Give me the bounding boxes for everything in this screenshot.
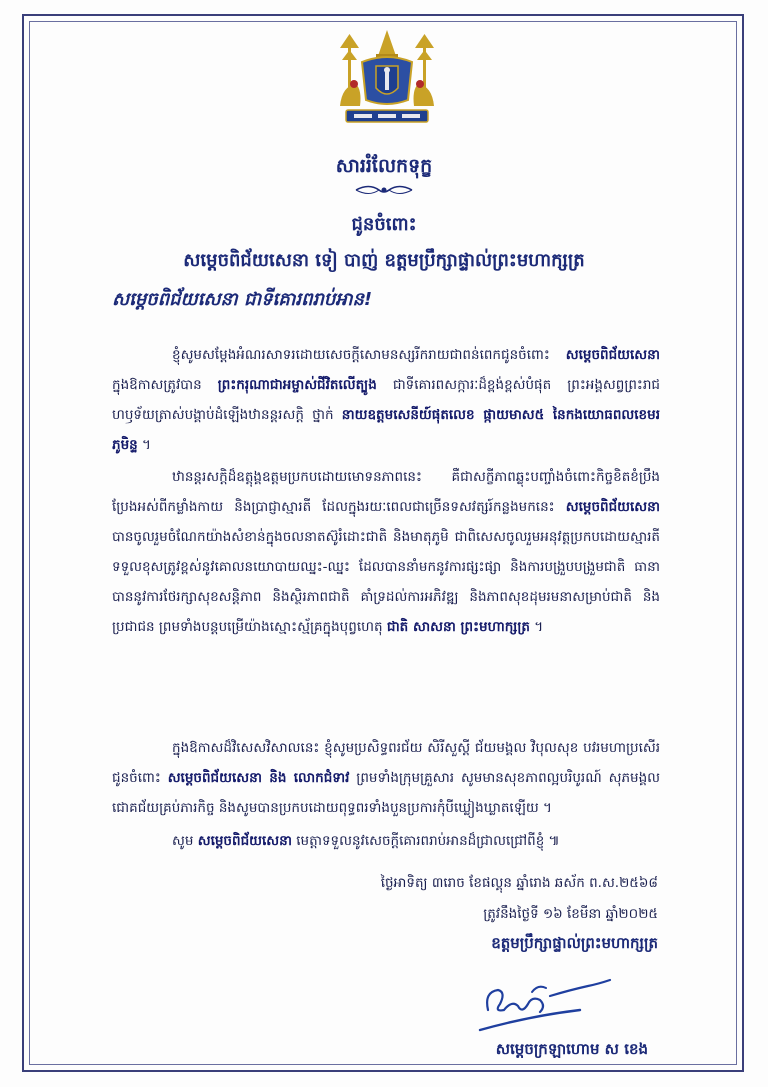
date-lunar: ថ្ងៃអាទិត្យ ៣រោច ខែផល្គុន ឆ្នាំរោង ឆស័ក ព.ស.២៥៦៨ (380, 875, 658, 891)
body-paragraph-1 (112, 340, 660, 460)
sender-title: ឧត្តមប្រឹក្សាផ្ទាល់ព្រះមហាក្សត្រ (491, 934, 658, 952)
paragraph-text: សូម (172, 833, 198, 849)
paragraph-text: ៕ (544, 833, 560, 849)
emphasis-text: ជាតិ សាសនា ព្រះមហាក្សត្រ (386, 619, 530, 635)
paragraph-text: មេត្តាទទួលនូវសេចក្តីគោរពរាប់អានដ៏ជ្រាលជ្រៅពីខ្ញុំ (291, 833, 545, 849)
paragraph-text: ។ (529, 619, 544, 635)
emphasis-text: សម្តេចពិជ័យសេនា (565, 499, 660, 515)
paragraph-text: ក្នុងឱកាសត្រូវបាន (112, 377, 218, 393)
salutation: សម្តេចពិជ័យសេនា ជាទីគោរពរាប់អាន! (112, 289, 373, 310)
body-paragraph-3 (112, 733, 660, 823)
emphasis-text: សម្តេចពិជ័យសេនា (197, 833, 292, 849)
recipient-name: សម្តេចពិជ័យសេនា ទៀ បាញ់ ឧត្តមប្រឹក្សាផ្ទាល់ព្រះមហាក្សត្រ (183, 250, 585, 271)
emphasis-text: សម្តេចពិជ័យសេនា និង លោកជំទាវ (167, 770, 350, 786)
paragraph-text: ។ (137, 437, 151, 453)
body-paragraph-4 (112, 826, 660, 856)
emphasis-text: សម្តេចពិជ័យសេនា (565, 347, 660, 363)
date-solar: ត្រូវនឹងថ្ងៃទី ១៦ ខែមីនា ឆ្នាំ២០២៥ (483, 906, 658, 922)
body-paragraph-2 (112, 462, 660, 642)
paragraph-text: ជាទីគោរពសក្ការៈដ៏ខ្ពង់ខ្ពស់បំផុត ព្រះអង្គសព្វព្រះរាជហឫទ័យត្រាស់បង្គាប់ដំឡើងឋានន្តរសក្តិ ថ្នាក់ (112, 377, 660, 423)
paragraph-text: ឋានន្តរសក្តិដ៏ឧត្តុង្គឧត្តមប្រកបដោយមោទនភាពនេះ គឺជាសក្ខីភាពឆ្លុះបញ្ចាំងចំពោះកិច្ចខិតខំប្រឹងប្រែងអស់ពីកម្លាំងកាយ និងប្រាជ្ញាស្មារតី ដែលក្នុងរយៈពេលជាច្រើនទសវត្សរ៍កន្លងមកនេះ (112, 469, 660, 515)
emphasis-text: ព្រះករុណាជាអម្ចាស់ជីវិតលើត្បូង (217, 377, 377, 393)
paragraph-text: បានចូលរួមចំណែកយ៉ាងសំខាន់ក្នុងចលនាតស៊ូរំដោះជាតិ និងមាតុភូមិ ជាពិសេសចូលរួមអនុវត្តប្រកបដោយស្មារតីទទួលខុសត្រូវខ្ពស់នូវគោលនយោបាយឈ្នះ-ឈ្នះ ដែលបាននាំមកនូវការផ្សះផ្សា និងការបង្រួបបង្រួមជាតិ ធានាបាននូវការថែរក្សាសុខសន្តិភាព និងស្ថិរភាពជាតិ គាំទ្រដល់ការអភិវឌ្ឍ និងភាពសុខដុមរមនាសម្រាប់ជាតិ និងប្រជាជន ព្រមទាំងបន្តបម្រើយ៉ាងស្មោះស្ម័គ្រក្នុងបុព្វហេតុ (112, 529, 660, 635)
signature-icon (470, 970, 620, 1040)
royal-coat-of-arms-icon (332, 28, 442, 128)
paragraph-text: ។ (538, 800, 552, 816)
document-title: សាររំលែកទុក្ខ (335, 155, 433, 177)
paragraph-text: ក្នុងឱកាសដ៏វិសេសវិសាលនេះ ខ្ញុំសូមប្រសិទ្ធពរជ័យ សិរីសួស្តី ជ័យមង្គល វិបុលសុខ បវរមហាប្រសើរ ជូនចំពោះ (112, 740, 660, 786)
divider-ornament-icon (354, 183, 414, 197)
sender-name: សម្តេចក្រឡាហោម ស ខេង (495, 1040, 648, 1058)
recipient-label: ជូនចំពោះ (351, 214, 417, 235)
emphasis-text: នាយឧត្តមសេនីយ៍ផុតលេខ ផ្កាយមាស៥ នៃកងយោធពលខេមរភូមិន្ទ (112, 407, 660, 453)
paragraph-text: ព្រមទាំងក្រុមគ្រួសារ សូមមានសុខភាពល្អបរិបូរណ៍ សុភមង្គល ជោគជ័យគ្រប់ភារកិច្ច និងសូមបានប្រកបដោយពុទ្ធពរទាំងបួនប្រការកុំបីឃ្លៀងឃ្លាតឡើយ (112, 770, 660, 816)
paragraph-text: ខ្ញុំសូមសម្តែងអំណរសាទរដោយសេចក្តីសោមនស្សរីករាយជាពន់ពេកជូនចំពោះ (172, 347, 566, 363)
